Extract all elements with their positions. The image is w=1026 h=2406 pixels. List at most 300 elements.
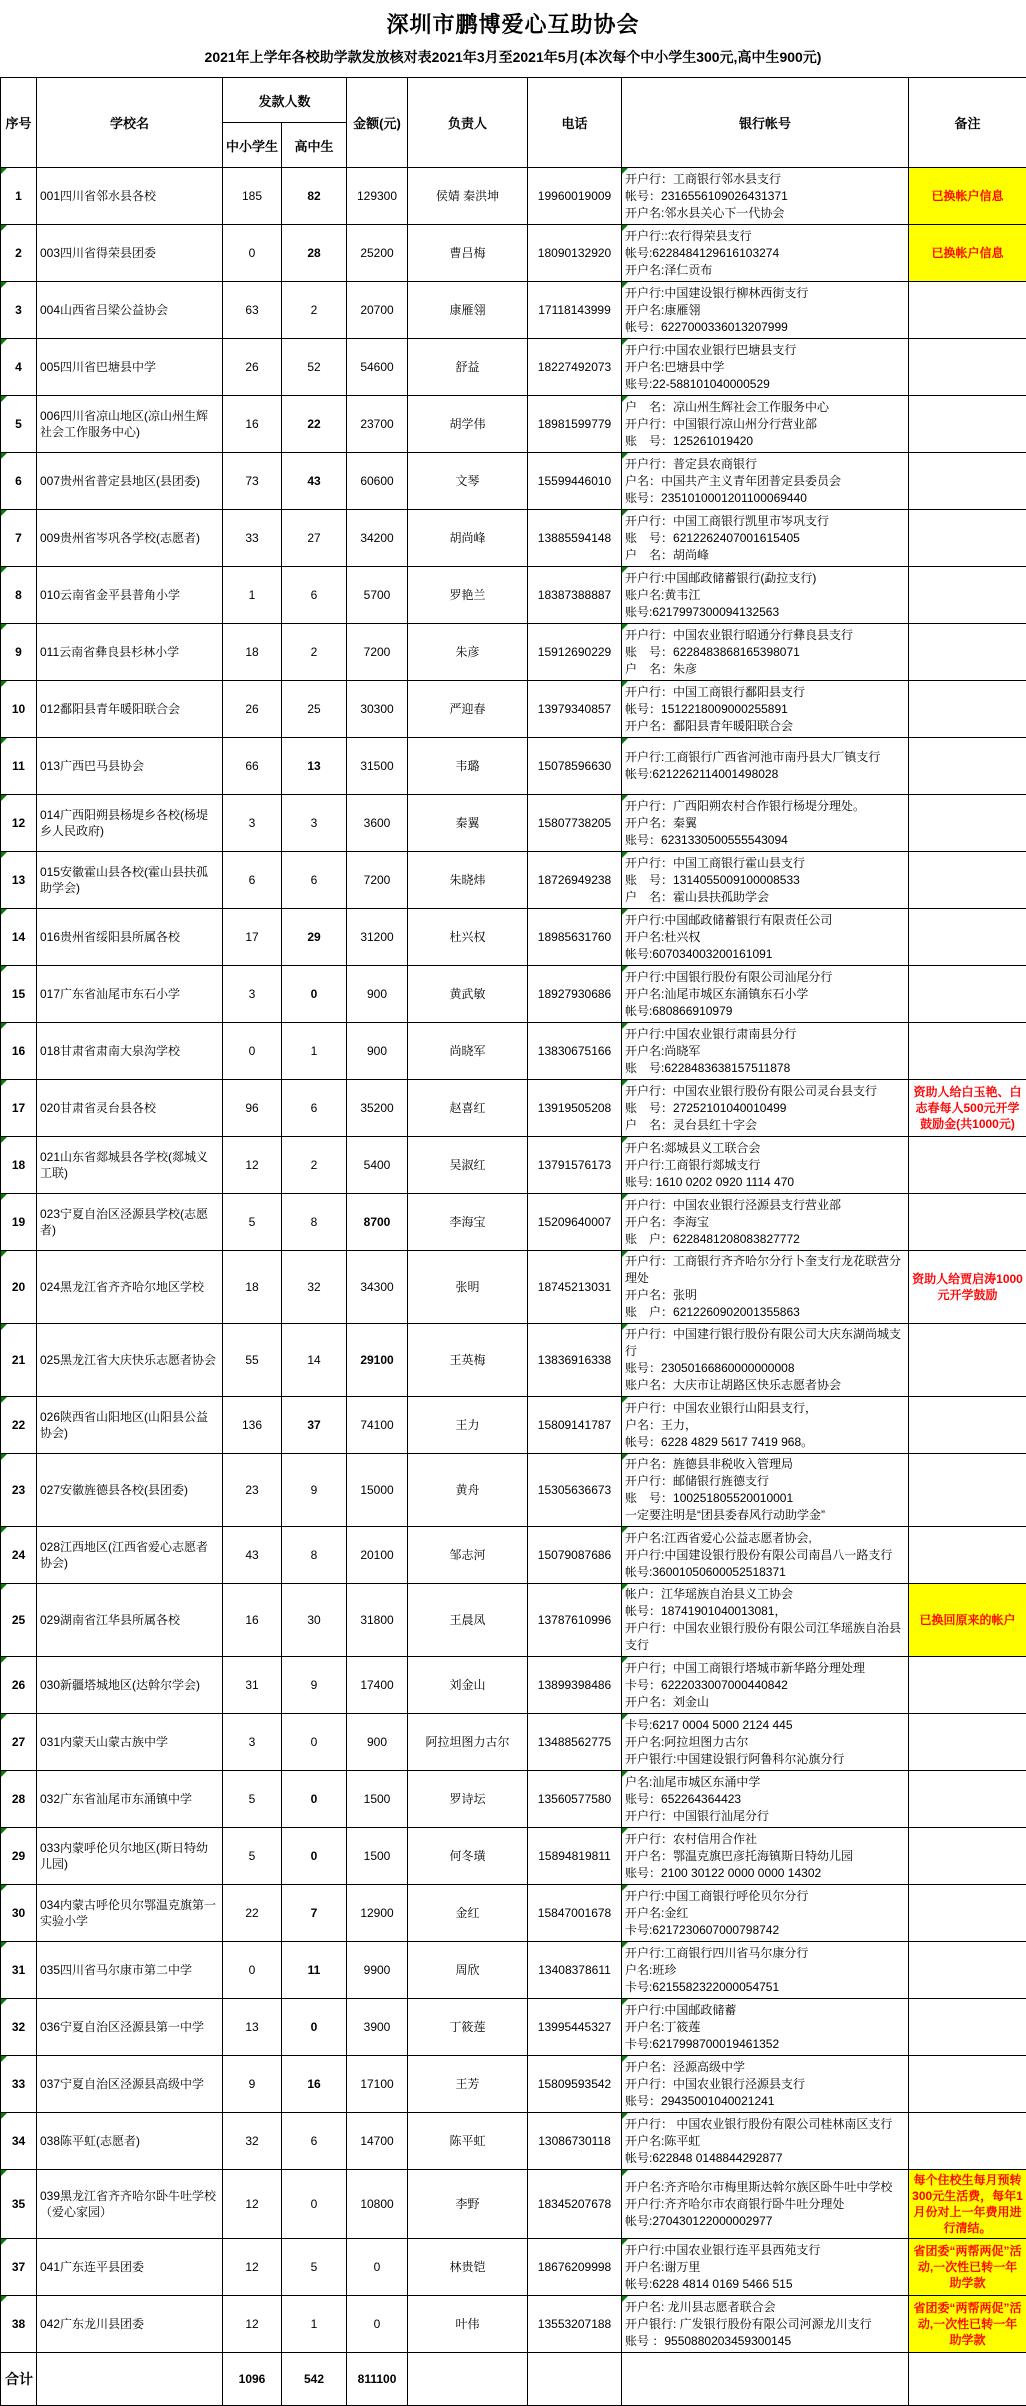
cell-amount: 5400 [347,1137,408,1194]
page-title: 深圳市鹏博爱心互助协会 [0,0,1026,43]
cell-primary-count: 0 [223,1023,282,1080]
cell-phone: 18227492073 [528,339,622,396]
bank-line: 帐号:607034003200161091 [625,946,905,963]
cell-remark [909,1714,1026,1771]
table-row [1,966,1026,1023]
bank-line: 账 户：6212260902001355863 [625,1304,905,1321]
cell-amount: 900 [347,1714,408,1771]
cell-phone: 18985631760 [528,909,622,966]
cell-amount: 1500 [347,1828,408,1885]
cell-bank-account [622,339,909,396]
cell-amount: 900 [347,966,408,1023]
table-row [1,1194,1026,1251]
cell-phone: 15305636673 [528,1454,622,1527]
cell-bank-account [622,909,909,966]
cell-bank-account [622,567,909,624]
cell-school: 029湖南省江华县所属各校 [37,1584,223,1657]
cell-contact: 罗艳兰 [408,567,528,624]
cell-index: 38 [1,2296,37,2353]
bank-line: 开户行：农村信用合作社 [625,1831,905,1848]
cell-senior-count: 29 [282,909,347,966]
bank-line: 开户名:江西省爱心公益志愿者协会, [625,1530,905,1547]
bank-line: 开户银行: 广发银行股份有限公司河源龙川支行 [625,2316,905,2333]
bank-line: 开户名：旌德县非税收入管理局 [625,1456,905,1473]
bank-line: 帐号：1512218009000255891 [625,701,905,718]
cell-senior-count: 28 [282,225,347,282]
cell-senior-count: 7 [282,1885,347,1942]
bank-line: 开户行：中国建行银行股份有限公司大庆东湖尚城支行 [625,1326,905,1360]
bank-line: 开户行::农行得荣县支行 [625,228,905,245]
cell-index: 2 [1,225,37,282]
cell-primary-count: 5 [223,1194,282,1251]
cell-amount: 25200 [347,225,408,282]
cell-remark: 资助人给白玉艳、白志春每人500元开学鼓励金(共1000元) [909,1080,1026,1137]
cell-bank-account [622,510,909,567]
cell-index: 11 [1,738,37,795]
bank-line: 开户名:康雁翎 [625,302,905,319]
bank-line: 开户名：秦翼 [625,815,905,832]
table-row [1,225,1026,282]
cell-bank-account [622,453,909,510]
cell-phone: 15912690229 [528,624,622,681]
cell-bank-account [622,2113,909,2170]
total-label: 合计 [1,2353,37,2406]
bank-line: 开户行：工商银行邻水县支行 [625,171,905,188]
cell-bank-account [622,852,909,909]
cell-school: 010云南省金平县普角小学 [37,567,223,624]
cell-primary-count: 12 [223,2239,282,2296]
bank-line: 开户名: 龙川县志愿者联合会 [625,2299,905,2316]
cell-amount: 14700 [347,2113,408,2170]
cell-remark: 省团委“两帮两促”活动,一次性已转一年助学款 [909,2239,1026,2296]
header-senior-students: 高中生 [282,123,347,168]
bank-line: 帐号:36001050600052518371 [625,1564,905,1581]
cell-index: 10 [1,681,37,738]
cell-remark [909,1999,1026,2056]
bank-line: 开户名:陈平虹 [625,2133,905,2150]
cell-remark [909,738,1026,795]
cell-amount: 60600 [347,453,408,510]
bank-line: 开户名:尚晓军 [625,1043,905,1060]
cell-amount: 20100 [347,1527,408,1584]
cell-phone: 19960019009 [528,168,622,225]
cell-bank-account [622,2296,909,2353]
bank-line: 开户行:中国工商银行呼伦贝尔分行 [625,1888,905,1905]
cell-remark [909,453,1026,510]
cell-contact: 阿拉坦图力古尔 [408,1714,528,1771]
cell-senior-count: 8 [282,1527,347,1584]
total-row [1,2353,1026,2406]
cell-senior-count: 82 [282,168,347,225]
cell-school: 013广西巴马县协会 [37,738,223,795]
bank-line: 账 号：6228483868165398071 [625,644,905,661]
cell-school: 038陈平虹(志愿者) [37,2113,223,2170]
bank-line: 开户行:中国建设银行股份有限公司南昌八一路支行 [625,1547,905,1564]
cell-school: 014广西阳朔县杨堤乡各校(杨堤乡人民政府) [37,795,223,852]
cell-school: 005四川省巴塘县中学 [37,339,223,396]
bank-line: 开户名:汕尾市城区东涌镇东石小学 [625,986,905,1003]
cell-amount: 15000 [347,1454,408,1527]
bank-line: 开户行:工商银行广西省河池市南丹县大厂镇支行 [625,749,905,766]
cell-index: 32 [1,1999,37,2056]
cell-senior-count: 8 [282,1194,347,1251]
cell-index: 22 [1,1397,37,1454]
table-body [1,168,1026,2406]
cell-amount: 129300 [347,168,408,225]
bank-line: 开户名：泾源高级中学 [625,2059,905,2076]
table-row [1,282,1026,339]
cell-bank-account [622,681,909,738]
bank-line: 户名：中国共产主义青年团普定县委员会 [625,473,905,490]
cell-amount: 12900 [347,1885,408,1942]
bank-line: 开户名:丁筱莲 [625,2019,905,2036]
cell-phone: 15209640007 [528,1194,622,1251]
cell-amount: 5700 [347,567,408,624]
cell-amount: 17100 [347,2056,408,2113]
cell-primary-count: 26 [223,339,282,396]
table-row [1,2113,1026,2170]
cell-bank-account [622,624,909,681]
header-payees-group: 发款人数 [223,78,347,123]
cell-contact: 王力 [408,1397,528,1454]
cell-school: 001四川省邻水县各校 [37,168,223,225]
bank-line: 开户名：刘金山 [625,1694,905,1711]
cell-senior-count: 13 [282,738,347,795]
cell-senior-count: 11 [282,1942,347,1999]
cell-contact: 朱彦 [408,624,528,681]
cell-school: 041广东连平县团委 [37,2239,223,2296]
cell-contact: 黄舟 [408,1454,528,1527]
cell-primary-count: 5 [223,1828,282,1885]
bank-line: 卡号:6217 0004 5000 2124 445 [625,1717,905,1734]
table-row [1,1657,1026,1714]
cell-school: 028江西地区(江西省爱心志愿者协会) [37,1527,223,1584]
cell-senior-count: 37 [282,1397,347,1454]
cell-remark: 已换帐户信息 [909,225,1026,282]
bank-line: 开户名:杜兴权 [625,929,905,946]
cell-phone: 13899398486 [528,1657,622,1714]
total-senior-count: 542 [282,2353,347,2406]
cell-phone: 13979340857 [528,681,622,738]
bank-line: 账 号：100251805520010001 [625,1490,905,1507]
header-remark: 备注 [909,78,1026,168]
cell-remark [909,1657,1026,1714]
bank-line: 开户行：中国农业银行股份有限公司江华瑶族自治县支行 [625,1620,905,1654]
cell-bank-account [622,1657,909,1714]
cell-phone: 13836916338 [528,1324,622,1397]
bank-line: 开户名：张明 [625,1287,905,1304]
header-contact: 负责人 [408,78,528,168]
cell-phone: 13791576173 [528,1137,622,1194]
cell-remark [909,2056,1026,2113]
bank-line: 开户行： 中国农业银行股份有限公司桂林南区支行 [625,2116,905,2133]
cell-contact: 韦璐 [408,738,528,795]
cell-bank-account [622,396,909,453]
bank-line: 帐号：18741901040013081， [625,1603,905,1620]
cell-primary-count: 3 [223,966,282,1023]
cell-primary-count: 22 [223,1885,282,1942]
cell-index: 31 [1,1942,37,1999]
cell-primary-count: 63 [223,282,282,339]
bank-line: 账 号：125261019420 [625,433,905,450]
bank-line: 帐号:680866910979 [625,1003,905,1020]
cell-amount: 0 [347,2239,408,2296]
total-contact-blank [408,2353,528,2406]
cell-remark [909,1137,1026,1194]
bank-line: 开户行:中国农业银行肃南县分行 [625,1026,905,1043]
cell-primary-count: 136 [223,1397,282,1454]
cell-primary-count: 31 [223,1657,282,1714]
cell-bank-account [622,1885,909,1942]
cell-bank-account [622,1137,909,1194]
cell-school: 021山东省郯城县各学校(郯城义工联) [37,1137,223,1194]
cell-senior-count: 27 [282,510,347,567]
cell-bank-account [622,2170,909,2239]
cell-remark [909,966,1026,1023]
bank-line: 开户行：中国农业银行昭通分行彝良县支行 [625,627,905,644]
cell-primary-count: 17 [223,909,282,966]
table-row [1,168,1026,225]
cell-senior-count: 6 [282,2113,347,2170]
bank-line: 帐号:270430122000002977 [625,2213,905,2230]
cell-index: 27 [1,1714,37,1771]
header-school: 学校名 [37,78,223,168]
cell-amount: 23700 [347,396,408,453]
cell-school: 027安徽旌德县各校(县团委) [37,1454,223,1527]
header-primary-students: 中小学生 [223,123,282,168]
bank-line: 开户行；中国工商银行塔城市新华路分理处理 [625,1660,905,1677]
bank-line: 帐号：6228 4829 5617 7419 968。 [625,1434,905,1451]
cell-index: 9 [1,624,37,681]
table-row [1,339,1026,396]
cell-remark [909,396,1026,453]
cell-primary-count: 16 [223,396,282,453]
table-row [1,681,1026,738]
table-row [1,1942,1026,1999]
cell-bank-account [622,1251,909,1324]
cell-phone: 15078596630 [528,738,622,795]
cell-senior-count: 6 [282,852,347,909]
cell-primary-count: 55 [223,1324,282,1397]
bank-line: 账号: 1610 0202 0920 1114 470 [625,1174,905,1191]
bank-line: 卡号:6217230607000798742 [625,1922,905,1939]
cell-primary-count: 1 [223,567,282,624]
cell-contact: 王晨凤 [408,1584,528,1657]
cell-contact: 曹吕梅 [408,225,528,282]
cell-primary-count: 3 [223,1714,282,1771]
cell-contact: 李海宝 [408,1194,528,1251]
bank-line: 开户行：中国银行凉山州分行营业部 [625,416,905,433]
cell-remark [909,624,1026,681]
bank-line: 账户名:黄韦江 [625,587,905,604]
bank-line: 账 号：1314055009100008533 [625,872,905,889]
cell-phone: 13885594148 [528,510,622,567]
bank-line: 户 名：霍山县扶孤助学会 [625,889,905,906]
cell-contact: 王英梅 [408,1324,528,1397]
cell-remark [909,1324,1026,1397]
cell-bank-account [622,795,909,852]
cell-school: 026陕西省山阳地区(山阳县公益协会) [37,1397,223,1454]
table-row [1,1137,1026,1194]
cell-index: 14 [1,909,37,966]
table-row [1,2056,1026,2113]
bank-line: 开户银行:中国建设银行阿鲁科尔沁旗分行 [625,1751,905,1768]
bank-line: 开户行:工商银行四川省马尔康分行 [625,1945,905,1962]
cell-bank-account [622,1714,909,1771]
header-amount: 金额(元) [347,78,408,168]
cell-index: 7 [1,510,37,567]
cell-amount: 9900 [347,1942,408,1999]
cell-senior-count: 32 [282,1251,347,1324]
cell-primary-count: 12 [223,2296,282,2353]
cell-senior-count: 25 [282,681,347,738]
cell-senior-count: 14 [282,1324,347,1397]
cell-bank-account [622,1080,909,1137]
bank-line: 户 名：凉山州生辉社会工作服务中心 [625,399,905,416]
cell-bank-account [622,282,909,339]
cell-contact: 金红 [408,1885,528,1942]
bank-line: 户名:汕尾市城区东涌中学 [625,1774,905,1791]
cell-bank-account [622,1324,909,1397]
cell-amount: 8700 [347,1194,408,1251]
cell-index: 13 [1,852,37,909]
cell-index: 19 [1,1194,37,1251]
bank-line: 帐号：2316556109026431371 [625,188,905,205]
bank-line: 户 名：灵台县红十字会 [625,1117,905,1134]
cell-bank-account [622,1584,909,1657]
cell-remark [909,510,1026,567]
cell-primary-count: 12 [223,2170,282,2239]
bank-line: 开户名:巴塘县中学 [625,359,905,376]
cell-phone: 18676209998 [528,2239,622,2296]
cell-school: 025黑龙江省大庆快乐志愿者协会 [37,1324,223,1397]
cell-primary-count: 5 [223,1771,282,1828]
cell-index: 35 [1,2170,37,2239]
cell-amount: 54600 [347,339,408,396]
cell-phone: 15809141787 [528,1397,622,1454]
cell-phone: 13086730118 [528,2113,622,2170]
cell-remark [909,852,1026,909]
total-bank-blank [622,2353,909,2406]
cell-bank-account [622,2239,909,2296]
cell-bank-account [622,1397,909,1454]
bank-line: 开户行:中国农业银行连平县西苑支行 [625,2242,905,2259]
bank-line: 帐号:6228484129616103274 [625,245,905,262]
cell-remark [909,1771,1026,1828]
bank-line: 开户名:金红 [625,1905,905,1922]
cell-senior-count: 3 [282,795,347,852]
bank-line: 账 号：27252101040010499 [625,1100,905,1117]
cell-primary-count: 6 [223,852,282,909]
cell-bank-account [622,1771,909,1828]
bank-line: 账号:6217997300094132563 [625,604,905,621]
cell-index: 4 [1,339,37,396]
cell-bank-account [622,1194,909,1251]
table-header [1,78,1026,168]
cell-remark [909,339,1026,396]
cell-school: 004山西省吕梁公益协会 [37,282,223,339]
bank-line: 开户行：中国农业银行泾源县支行营业部 [625,1197,905,1214]
cell-phone: 13560577580 [528,1771,622,1828]
cell-phone: 13919505208 [528,1080,622,1137]
cell-remark [909,681,1026,738]
cell-bank-account [622,738,909,795]
cell-phone: 13488562775 [528,1714,622,1771]
bank-line: 开户名:邻水县关心下一代协会 [625,205,905,222]
cell-phone: 13408378611 [528,1942,622,1999]
cell-school: 003四川省得荣县团委 [37,225,223,282]
header-phone: 电话 [528,78,622,168]
cell-school: 009贵州省岑巩各学校(志愿者) [37,510,223,567]
cell-primary-count: 66 [223,738,282,795]
cell-contact: 尚晓军 [408,1023,528,1080]
cell-senior-count: 0 [282,1714,347,1771]
cell-remark [909,1828,1026,1885]
cell-index: 15 [1,966,37,1023]
cell-senior-count: 6 [282,567,347,624]
table-row [1,1527,1026,1584]
cell-amount: 900 [347,1023,408,1080]
cell-primary-count: 73 [223,453,282,510]
cell-index: 5 [1,396,37,453]
cell-contact: 张明 [408,1251,528,1324]
table-row [1,1771,1026,1828]
cell-contact: 邹志河 [408,1527,528,1584]
header-index: 序号 [1,78,37,168]
cell-contact: 朱晓炜 [408,852,528,909]
cell-index: 30 [1,1885,37,1942]
cell-remark [909,1885,1026,1942]
bank-line: 帐号：6227000336013207999 [625,319,905,336]
cell-remark: 已换帐户信息 [909,168,1026,225]
cell-school: 007贵州省普定县地区(县团委) [37,453,223,510]
cell-index: 1 [1,168,37,225]
cell-contact: 严迎春 [408,681,528,738]
table-row [1,453,1026,510]
bank-line: 账 户：6228481208083827772 [625,1231,905,1248]
bank-line: 账号：23050166860000000008 [625,1360,905,1377]
cell-index: 34 [1,2113,37,2170]
cell-phone: 15807738205 [528,795,622,852]
cell-school: 037宁夏自治区泾源县高级中学 [37,2056,223,2113]
cell-phone: 18726949238 [528,852,622,909]
page-subtitle: 2021年上学年各校助学款发放核对表2021年3月至2021年5月(本次每个中小学生300元,高中生900元) [0,43,1026,77]
cell-index: 6 [1,453,37,510]
table-row [1,1714,1026,1771]
cell-index: 17 [1,1080,37,1137]
cell-primary-count: 0 [223,1942,282,1999]
cell-senior-count: 9 [282,1657,347,1714]
cell-contact: 王芳 [408,2056,528,2113]
cell-senior-count: 16 [282,2056,347,2113]
bank-line: 账号：652264364423 [625,1791,905,1808]
cell-school: 034内蒙古呼伦贝尔鄂温克旗第一实验小学 [37,1885,223,1942]
cell-senior-count: 0 [282,1771,347,1828]
cell-phone: 15599446010 [528,453,622,510]
cell-school: 023宁夏自治区泾源县学校(志愿者) [37,1194,223,1251]
bank-line: 开户名:齐齐哈尔市梅里斯达斡尔族区卧牛吐中学校 [625,2179,905,2196]
cell-amount: 1500 [347,1771,408,1828]
total-amount: 811100 [347,2353,408,2406]
cell-bank-account [622,1942,909,1999]
cell-contact: 罗诗坛 [408,1771,528,1828]
cell-primary-count: 16 [223,1584,282,1657]
cell-amount: 3600 [347,795,408,852]
bank-line: 开户名:谢万里 [625,2259,905,2276]
cell-amount: 34300 [347,1251,408,1324]
table-row [1,1324,1026,1397]
cell-index: 25 [1,1584,37,1657]
